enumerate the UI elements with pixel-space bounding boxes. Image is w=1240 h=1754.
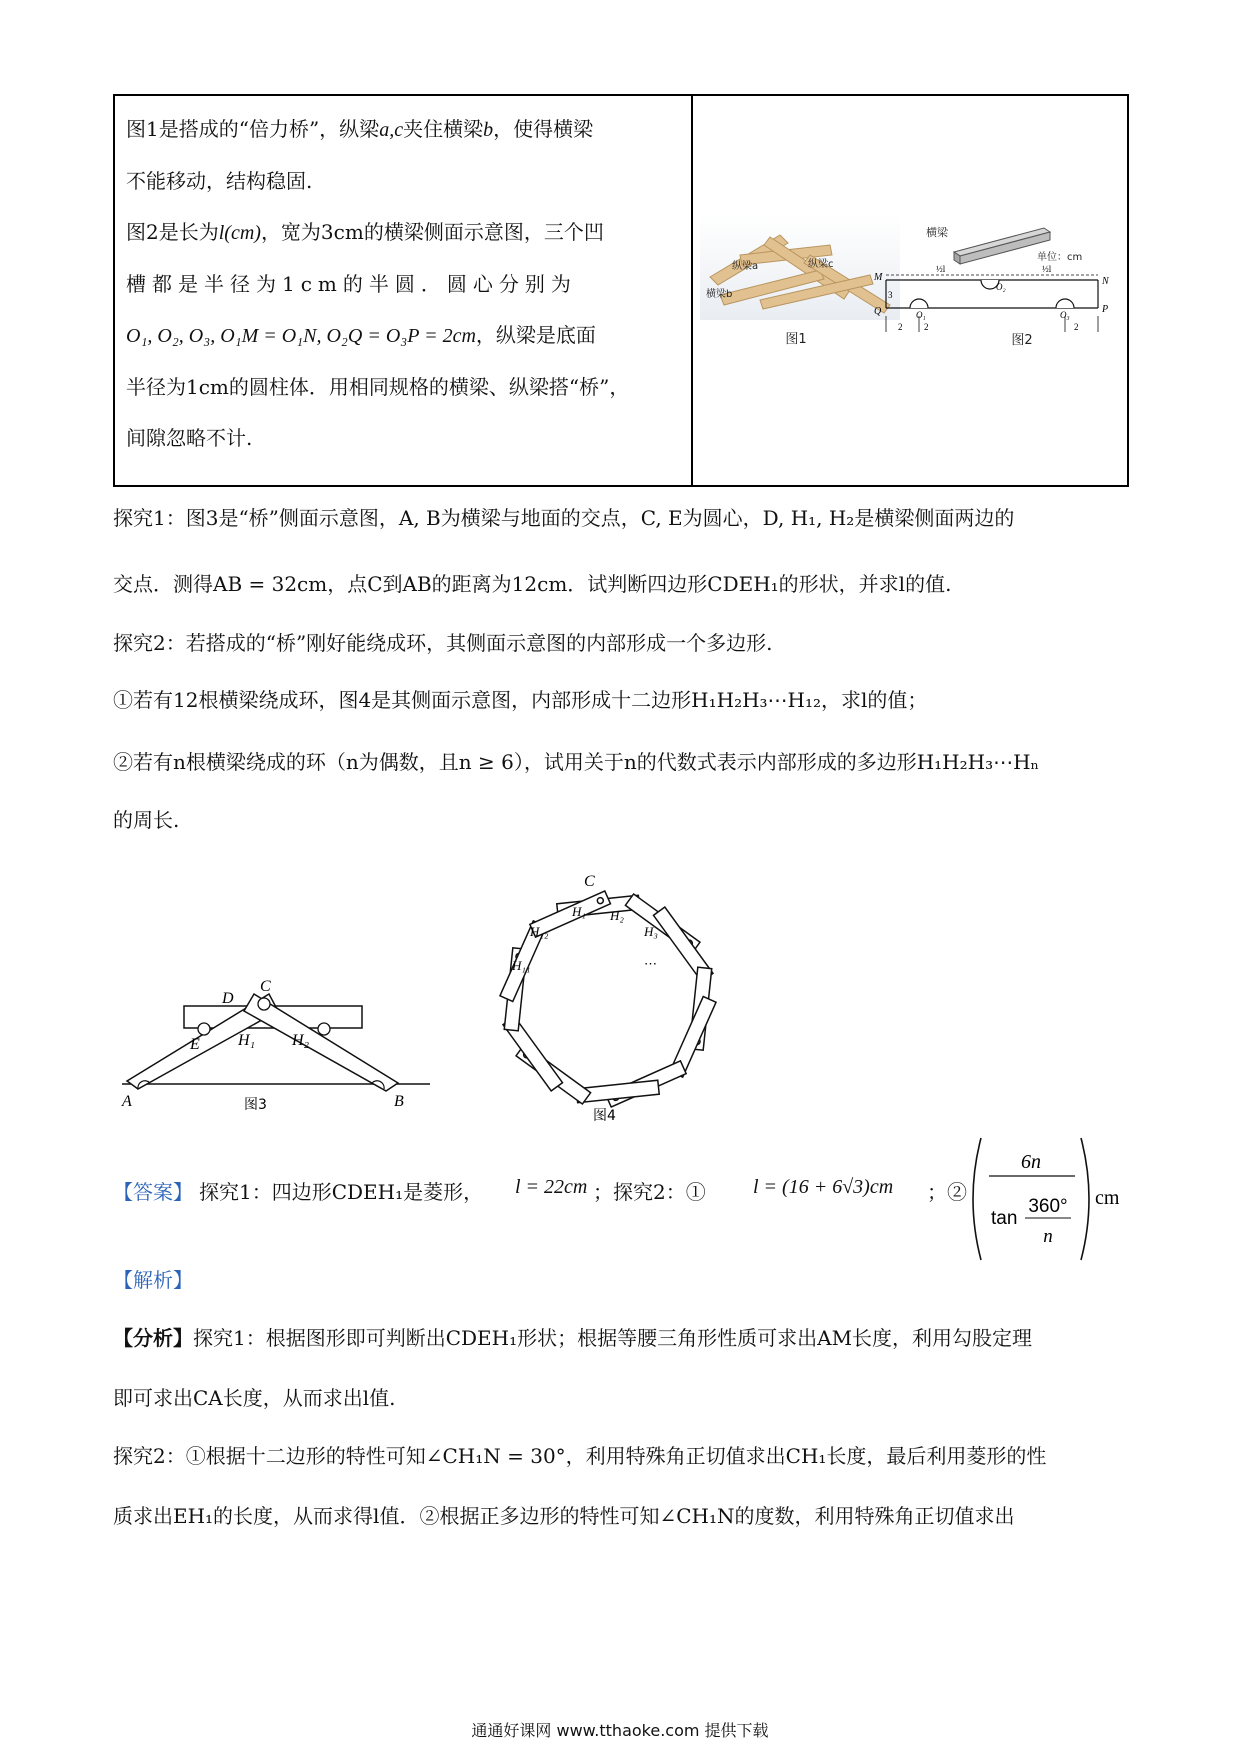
fig3-H2: H₂ [292,1032,310,1049]
fig2-dim-2c: 2 [924,322,929,332]
fig1-label-a: 纵梁a [732,261,759,272]
footer: 通通好课网 www.tthaoke.com 提供下载 [471,1721,769,1740]
intro-line-5: O₁, O₂, O₃, O₁M = O₁N, O₂Q = O₃P = 2cm，纵梁是底面 [126,323,596,347]
fig2-beam-label: 横梁 [926,226,948,239]
intro-line-2: 不能移动，结构稳固. [126,169,313,193]
answer-sep2: ；② [927,1180,967,1204]
analysis-line1: 【分析】探究1：根据图形即可判断出CDEH₁形状；根据等腰三角形性质可求出AM长度，利用勾股定理 [113,1326,1033,1350]
fig2-O3: O₃ [1060,310,1070,320]
fig2-O2: O₂ [996,282,1006,292]
circle-c [258,998,270,1010]
figure-3 [120,975,440,1120]
fig4-H1: H₁ [572,904,586,919]
circle-right [318,1023,330,1035]
fig3-caption: 图3 [244,1097,267,1113]
explore2-item2b: 的周长. [113,808,180,832]
fig3-D: D [222,990,234,1007]
fig3-C: C [260,978,271,995]
fig4-H11: H₁₁ [512,958,531,973]
analysis-line2: 即可求出CA长度，从而求出l值. [113,1386,396,1410]
fig2-half-l-left: ½l [936,264,946,274]
fig2-M: M [874,272,883,283]
fig4-dots: ⋯ [644,956,657,971]
intro-text [126,104,681,464]
answer-l1: l = 22cm [515,1176,588,1198]
intro-line-3: 图2是长为l(cm)，宽为3cm的横梁侧面示意图，三个凹 [126,220,604,244]
intro-line-6: 半径为1cm的圆柱体．用相同规格的横梁、纵梁搭“桥”， [126,375,630,399]
fig2-P: P [1102,304,1109,315]
fig2-half-l-right: ½l [1042,264,1052,274]
fig4-H2: H₂ [610,908,624,923]
fig3-H1: H₁ [238,1032,256,1049]
intro-line-7: 间隙忽略不计. [126,426,253,450]
explore2-line1: 探究2：若搭成的“桥”刚好能绕成环，其侧面示意图的内部形成一个多边形. [113,631,773,655]
analysis-line3: 探究2：①根据十二边形的特性可知∠CH₁N = 30°，利用特殊角正切值求出CH₁长度，最后利用菱形的性 [113,1444,1047,1468]
frac-inner-num: 360° [1028,1196,1068,1217]
explore1-line1: 探究1：图3是“桥”侧面示意图，A, B为横梁与地面的交点，C, E为圆心，D, H₁, H₂是横梁侧面两边的 [113,506,1015,530]
fig1-label-c: 纵梁c [808,259,834,270]
fig2-dim-2a: 2 [898,322,903,332]
fig4-H12: H₁₂ [530,924,549,939]
explore2-item1: ①若有12根横梁绕成环，图4是其侧面示意图，内部形成十二边形H₁H₂H₃⋯H₁₂，求l的值； [113,688,928,712]
figure-4 [478,868,738,1128]
frac-num: 6n [1021,1151,1041,1173]
fig1-caption: 图1 [785,332,807,347]
fig2-N: N [1102,276,1109,287]
answer-part1: 探究1：四边形CDEH₁是菱形， [199,1180,484,1204]
fig3-B: B [394,1093,404,1110]
analysis-tag: 【解析】 [113,1268,193,1292]
answer-tag: 【答案】 [113,1180,193,1204]
intro-line-4: 槽都是半径为1cm的半圆．圆心分别为 [126,272,577,296]
fig2-O1: O₁ [916,310,926,320]
answer-l2: l = (16 + 6√3)cm [753,1176,894,1198]
frac-inner-den: n [1043,1226,1053,1247]
explore2-item2a: ②若有n根横梁绕成的环（n为偶数，且n ≥ 6），试用关于n的代数式表示内部形成的多边形H₁H₂H₃⋯Hₙ [113,750,1040,774]
fig4-H3: H₃ [644,924,658,939]
explore1-line2: 交点．测得AB = 32cm，点C到AB的距离为12cm．试判断四边形CDEH₁的形状，并求l的值. [113,572,952,596]
answer-fraction [963,1132,1133,1266]
circle-e [198,1023,210,1035]
fig3-E: E [190,1036,200,1053]
fig2-unit-label: 单位：cm [1037,252,1083,263]
table-divider [691,94,693,487]
fig4-caption: 图4 [593,1108,616,1124]
fig1-label-b: 横梁b [706,289,733,300]
fig3-A: A [122,1093,132,1110]
fig2-Q: Q [874,306,882,317]
fig2-dim-2b: 2 [1074,322,1079,332]
frac-tan: tan [991,1208,1018,1229]
intro-line-1: 图1是搭成的“倍力桥”，纵梁a,c夹住横梁b，使得横梁 [126,117,594,141]
fig2-dim-3: 3 [888,290,893,300]
analysis-line4: 质求出EH₁的长度，从而求得l值．②根据正多边形的特性可知∠CH₁N的度数，利用特殊角正切值求出 [113,1504,1015,1528]
fig4-C: C [584,873,595,890]
figure-2 [874,220,1110,355]
answer-sep1: ；探究2：① [593,1180,706,1204]
frac-unit: cm [1095,1187,1120,1209]
beam-3d-icon [954,228,1050,264]
answer-block [113,1151,1129,1276]
fig2-caption: 图2 [1011,333,1033,348]
